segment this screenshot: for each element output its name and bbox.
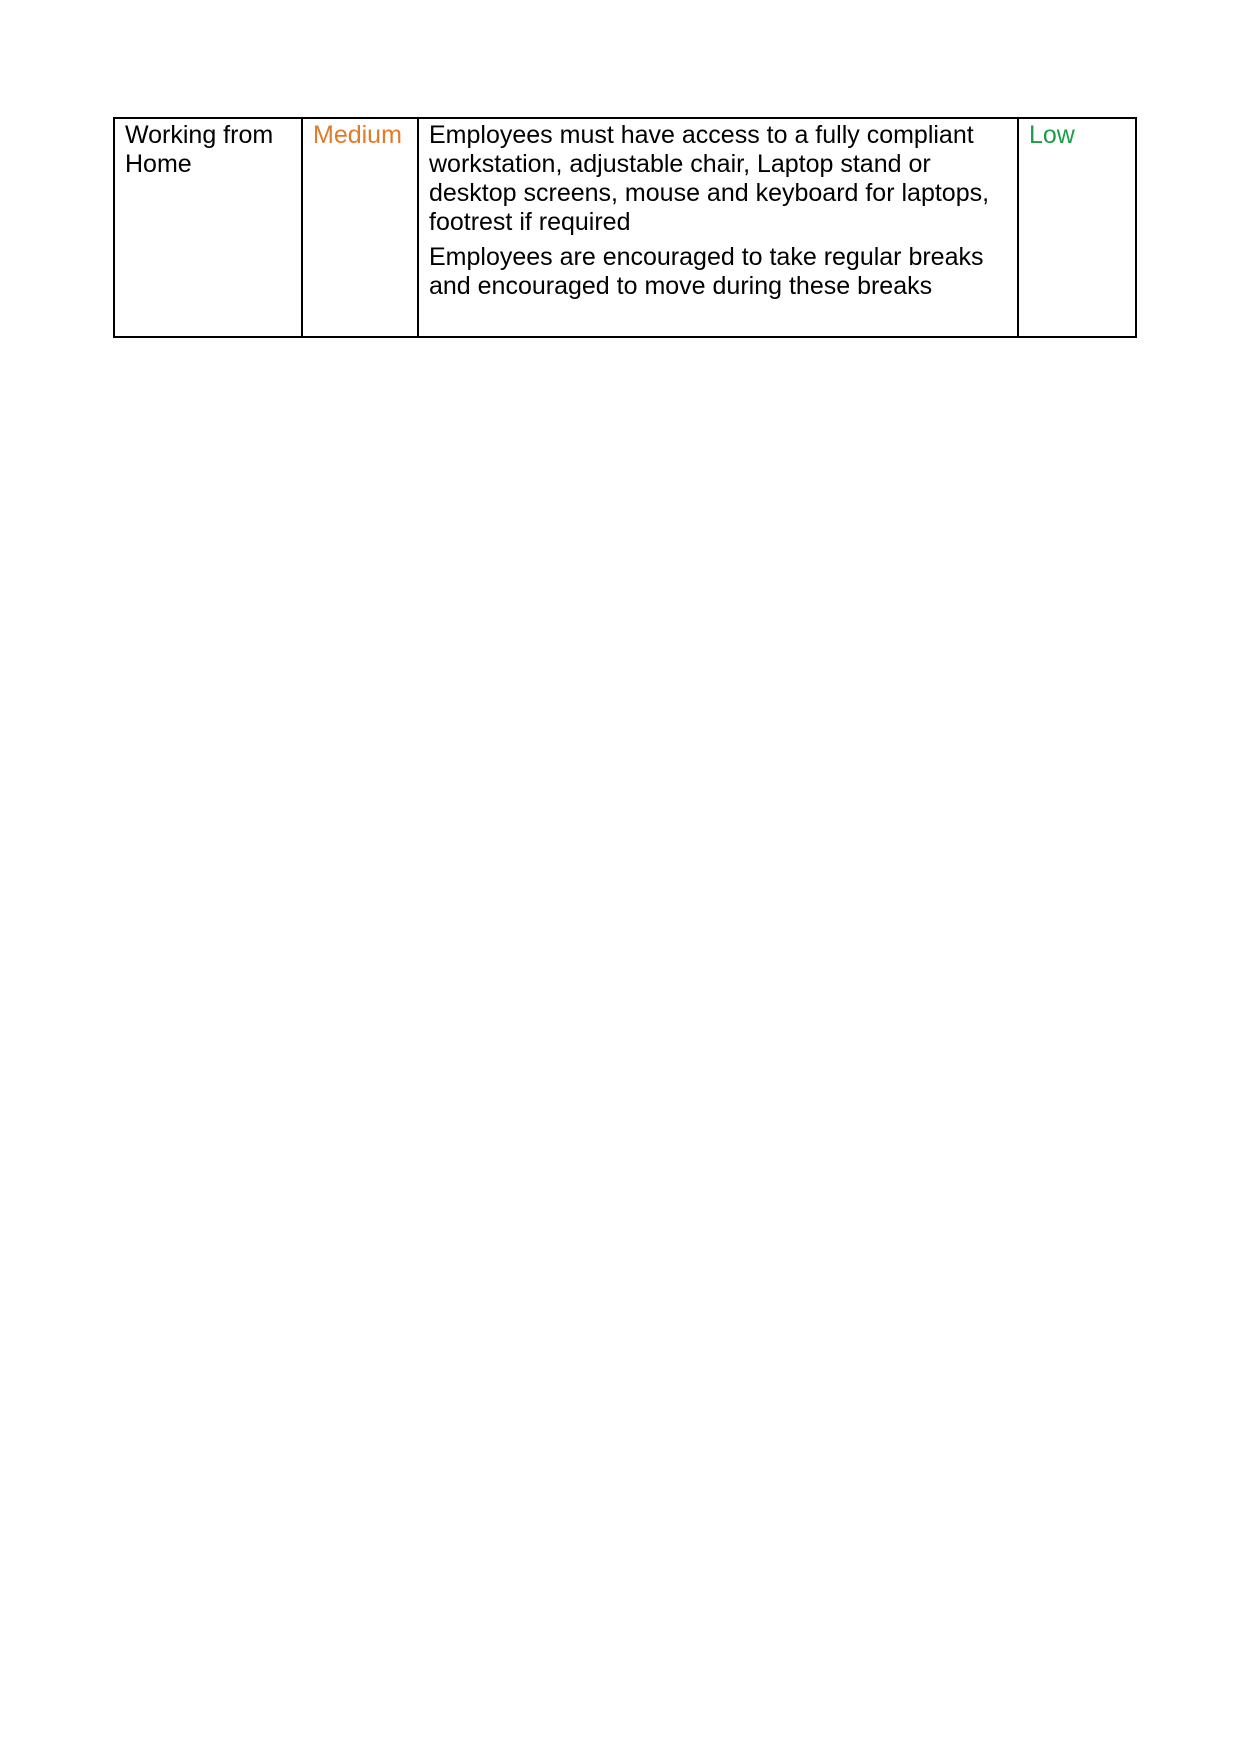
residual-risk-cell [1018,118,1136,337]
table-row [114,118,1136,337]
risk-level-text: Medium [313,121,402,149]
control-measure-paragraph: Employees are encouraged to take regular breaks and encouraged to move during these breaks [429,243,984,300]
hazard-text: Working from Home [125,121,274,178]
risk-level-cell [302,118,418,337]
residual-risk-text: Low [1029,121,1075,149]
risk-assessment-table [113,117,1137,338]
hazard-cell [114,118,302,337]
controls-cell [418,118,1018,337]
control-measure-paragraph: Employees must have access to a fully compliant workstation, adjustable chair, Laptop stand or desktop screens, mouse and keyboard for laptops, footrest if required [429,121,990,236]
